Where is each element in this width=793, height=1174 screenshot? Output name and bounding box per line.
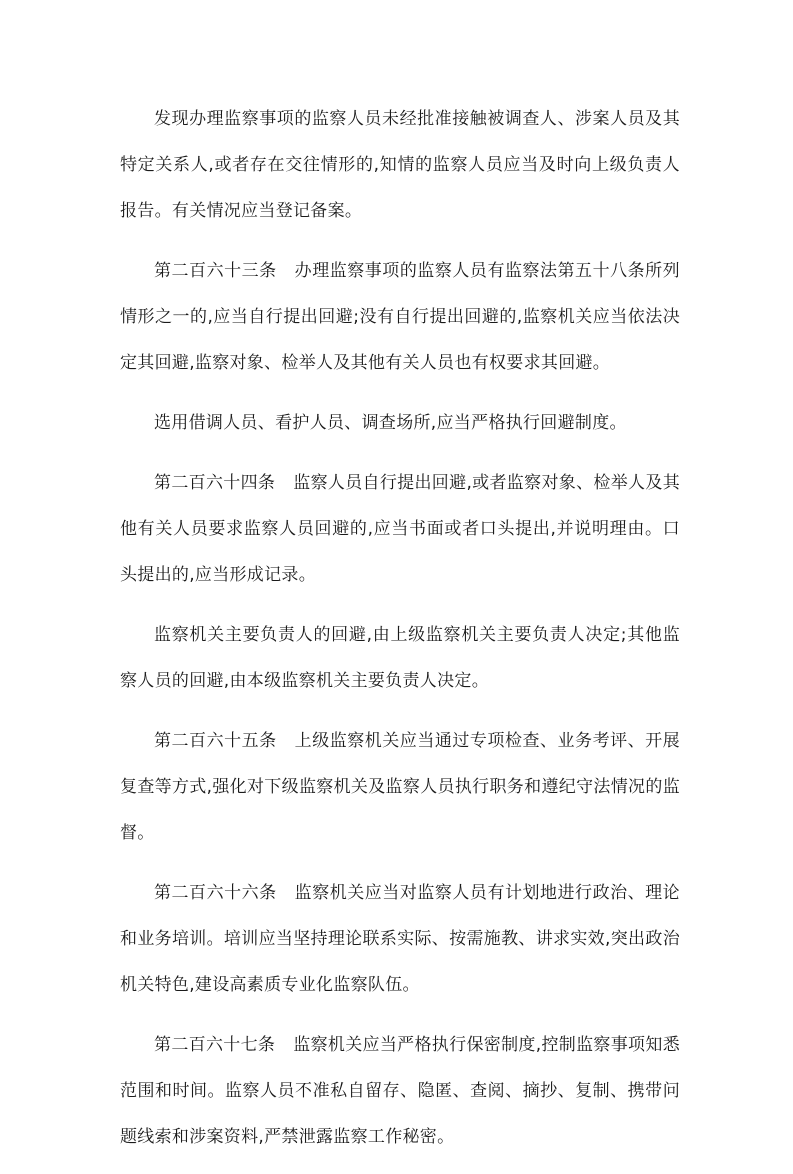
paragraph-text: 监察人员自行提出回避,或者监察对象、检举人及其他有关人员要求监察人员回避的,应当书面或者口头提出,并说明理由。口头提出的,应当形成记录。 [120,473,680,585]
paragraph-text: 上级监察机关应当通过专项检查、业务考评、开展复查等方式,强化对下级监察机关及监察人员执行职务和遵纪守法情况的监督。 [120,731,680,843]
paragraph-text: 监察机关主要负责人的回避,由上级监察机关主要负责人决定;其他监察人员的回避,由本级监察机关主要负责人决定。 [120,625,680,691]
paragraph-4 [120,460,680,598]
paragraph-6 [120,718,680,856]
paragraph-3 [120,400,680,446]
paragraph-7 [120,870,680,1008]
article-number: 第二百六十六条 [154,883,277,903]
paragraph-1 [120,96,680,234]
document-body [120,96,680,1174]
paragraph-5 [120,612,680,704]
article-number: 第二百六十七条 [154,1035,276,1055]
article-number: 第二百六十三条 [154,261,277,281]
paragraph-text: 办理监察事项的监察人员有监察法第五十八条所列情形之一的,应当自行提出回避;没有自行提出回避的,监察机关应当依法决定其回避,监察对象、检举人及其他有关人员也有权要求其回避。 [120,261,680,373]
paragraph-text: 发现办理监察事项的监察人员未经批准接触被调查人、涉案人员及其特定关系人,或者存在交往情形的,知情的监察人员应当及时向上级负责人报告。有关情况应当登记备案。 [120,109,680,221]
article-number: 第二百六十五条 [154,731,277,751]
paragraph-8 [120,1022,680,1160]
paragraph-2 [120,248,680,386]
paragraph-text: 监察机关应当对监察人员有计划地进行政治、理论和业务培训。培训应当坚持理论联系实际、按需施教、讲求实效,突出政治机关特色,建设高素质专业化监察队伍。 [120,883,680,995]
article-number: 第二百六十四条 [154,473,276,493]
paragraph-text: 选用借调人员、看护人员、调查场所,应当严格执行回避制度。 [154,413,627,433]
paragraph-text: 监察机关应当严格执行保密制度,控制监察事项知悉范围和时间。监察人员不准私自留存、隐匿、查阅、摘抄、复制、携带问题线索和涉案资料,严禁泄露监察工作秘密。 [120,1035,680,1147]
